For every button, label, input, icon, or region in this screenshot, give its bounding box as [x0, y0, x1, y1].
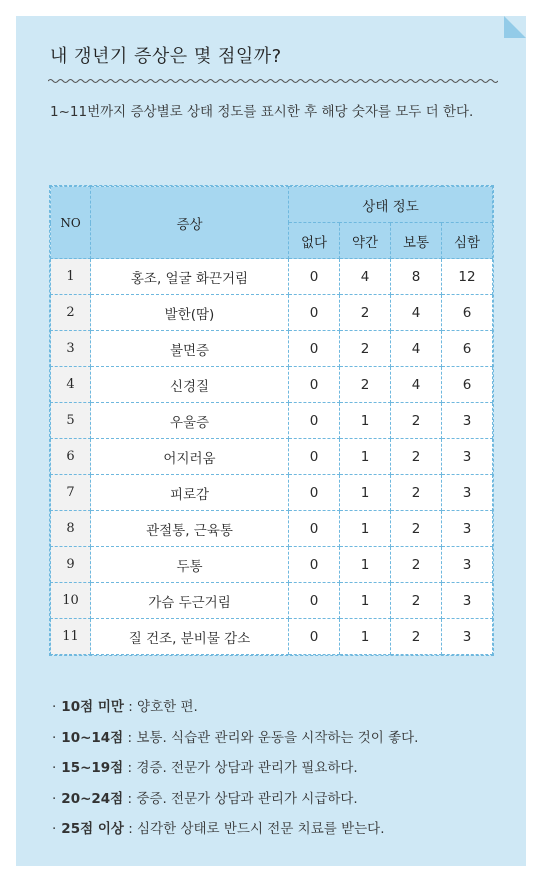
symptom-name: 관절통, 근육통 [91, 511, 289, 547]
score-cell: 2 [340, 295, 391, 331]
score-guide-item [52, 814, 418, 845]
score-cell: 2 [391, 475, 442, 511]
symptom-name: 어지러움 [91, 439, 289, 475]
score-cell: 3 [442, 511, 493, 547]
table-row [51, 511, 493, 547]
score-cell: 4 [391, 331, 442, 367]
score-cell: 2 [391, 583, 442, 619]
score-range-description: : 보통. 식습관 관리와 운동을 시작하는 것이 좋다. [123, 729, 419, 746]
score-guide-item [52, 784, 418, 815]
table-row [51, 295, 493, 331]
score-cell: 3 [442, 403, 493, 439]
score-cell: 1 [340, 583, 391, 619]
score-cell: 0 [289, 547, 340, 583]
score-guide-item [52, 692, 418, 723]
header-symptom: 증상 [91, 187, 289, 259]
score-cell: 6 [442, 367, 493, 403]
table-row [51, 439, 493, 475]
symptom-name: 질 건조, 분비물 감소 [91, 619, 289, 655]
score-cell: 0 [289, 367, 340, 403]
bullet: · [52, 790, 57, 807]
score-cell: 3 [442, 583, 493, 619]
score-cell: 0 [289, 331, 340, 367]
wavy-divider [48, 78, 498, 84]
score-cell: 0 [289, 439, 340, 475]
score-range-description: : 심각한 상태로 반드시 전문 치료를 받는다. [123, 821, 385, 837]
symptom-name: 두통 [91, 547, 289, 583]
score-cell: 6 [442, 295, 493, 331]
score-cell: 0 [289, 511, 340, 547]
symptom-name: 우울증 [91, 403, 289, 439]
score-cell: 1 [340, 475, 391, 511]
score-cell: 2 [340, 367, 391, 403]
row-number: 8 [51, 511, 91, 547]
table-row [51, 331, 493, 367]
score-range-label: 20~24점 [61, 790, 124, 807]
header-level-none: 없다 [289, 223, 340, 259]
symptom-score-table [50, 186, 493, 655]
symptom-name: 가슴 두근거림 [91, 583, 289, 619]
row-number: 5 [51, 403, 91, 439]
bullet: · [52, 699, 57, 715]
score-cell: 4 [391, 367, 442, 403]
table-row [51, 619, 493, 655]
score-guide-item [52, 753, 418, 784]
page-title: 내 갱년기 증상은 몇 점일까? [50, 46, 282, 67]
score-guide [52, 692, 418, 845]
score-cell: 1 [340, 619, 391, 655]
table-row [51, 403, 493, 439]
score-cell: 4 [391, 295, 442, 331]
bullet: · [52, 821, 57, 837]
symptom-name: 홍조, 얼굴 화끈거림 [91, 259, 289, 295]
row-number: 4 [51, 367, 91, 403]
symptom-name: 피로감 [91, 475, 289, 511]
row-number: 11 [51, 619, 91, 655]
score-cell: 12 [442, 259, 493, 295]
score-range-label: 15~19점 [61, 760, 124, 776]
row-number: 3 [51, 331, 91, 367]
header-level-severe: 심함 [442, 223, 493, 259]
row-number: 7 [51, 475, 91, 511]
bullet: · [52, 760, 57, 776]
intro-text: 1~11번까지 증상별로 상태 정도를 표시한 후 해당 숫자를 모두 더 한다. [50, 104, 474, 120]
table-row [51, 547, 493, 583]
score-cell: 6 [442, 331, 493, 367]
page-fold-corner [504, 16, 526, 38]
table-row [51, 475, 493, 511]
header-level-moderate: 보통 [391, 223, 442, 259]
score-cell: 0 [289, 619, 340, 655]
score-guide-item [52, 723, 418, 754]
symptom-name: 발한(땀) [91, 295, 289, 331]
score-cell: 1 [340, 511, 391, 547]
score-cell: 0 [289, 583, 340, 619]
score-range-description: : 경증. 전문가 상담과 관리가 필요하다. [123, 760, 358, 776]
score-cell: 2 [391, 439, 442, 475]
score-range-label: 10점 미만 [61, 699, 124, 715]
header-no: NO [51, 187, 91, 259]
score-cell: 2 [391, 511, 442, 547]
score-cell: 0 [289, 295, 340, 331]
score-cell: 3 [442, 547, 493, 583]
score-cell: 0 [289, 475, 340, 511]
score-cell: 0 [289, 403, 340, 439]
score-cell: 3 [442, 475, 493, 511]
score-cell: 2 [340, 331, 391, 367]
table-row [51, 367, 493, 403]
header-severity-group: 상태 정도 [289, 187, 493, 223]
score-cell: 2 [391, 619, 442, 655]
score-cell: 0 [289, 259, 340, 295]
score-cell: 4 [340, 259, 391, 295]
score-cell: 8 [391, 259, 442, 295]
score-cell: 3 [442, 439, 493, 475]
row-number: 1 [51, 259, 91, 295]
score-cell: 2 [391, 547, 442, 583]
score-range-label: 10~14점 [61, 729, 124, 746]
row-number: 6 [51, 439, 91, 475]
symptom-name: 불면증 [91, 331, 289, 367]
score-cell: 3 [442, 619, 493, 655]
score-cell: 1 [340, 547, 391, 583]
bullet: · [52, 729, 57, 746]
row-number: 2 [51, 295, 91, 331]
row-number: 9 [51, 547, 91, 583]
score-range-description: : 중증. 전문가 상담과 관리가 시급하다. [123, 790, 358, 807]
header-level-mild: 약간 [340, 223, 391, 259]
score-cell: 1 [340, 439, 391, 475]
score-range-description: : 양호한 편. [123, 699, 198, 715]
symptom-name: 신경질 [91, 367, 289, 403]
score-cell: 1 [340, 403, 391, 439]
row-number: 10 [51, 583, 91, 619]
table-row [51, 259, 493, 295]
score-cell: 2 [391, 403, 442, 439]
table-row [51, 583, 493, 619]
score-range-label: 25점 이상 [61, 821, 124, 837]
